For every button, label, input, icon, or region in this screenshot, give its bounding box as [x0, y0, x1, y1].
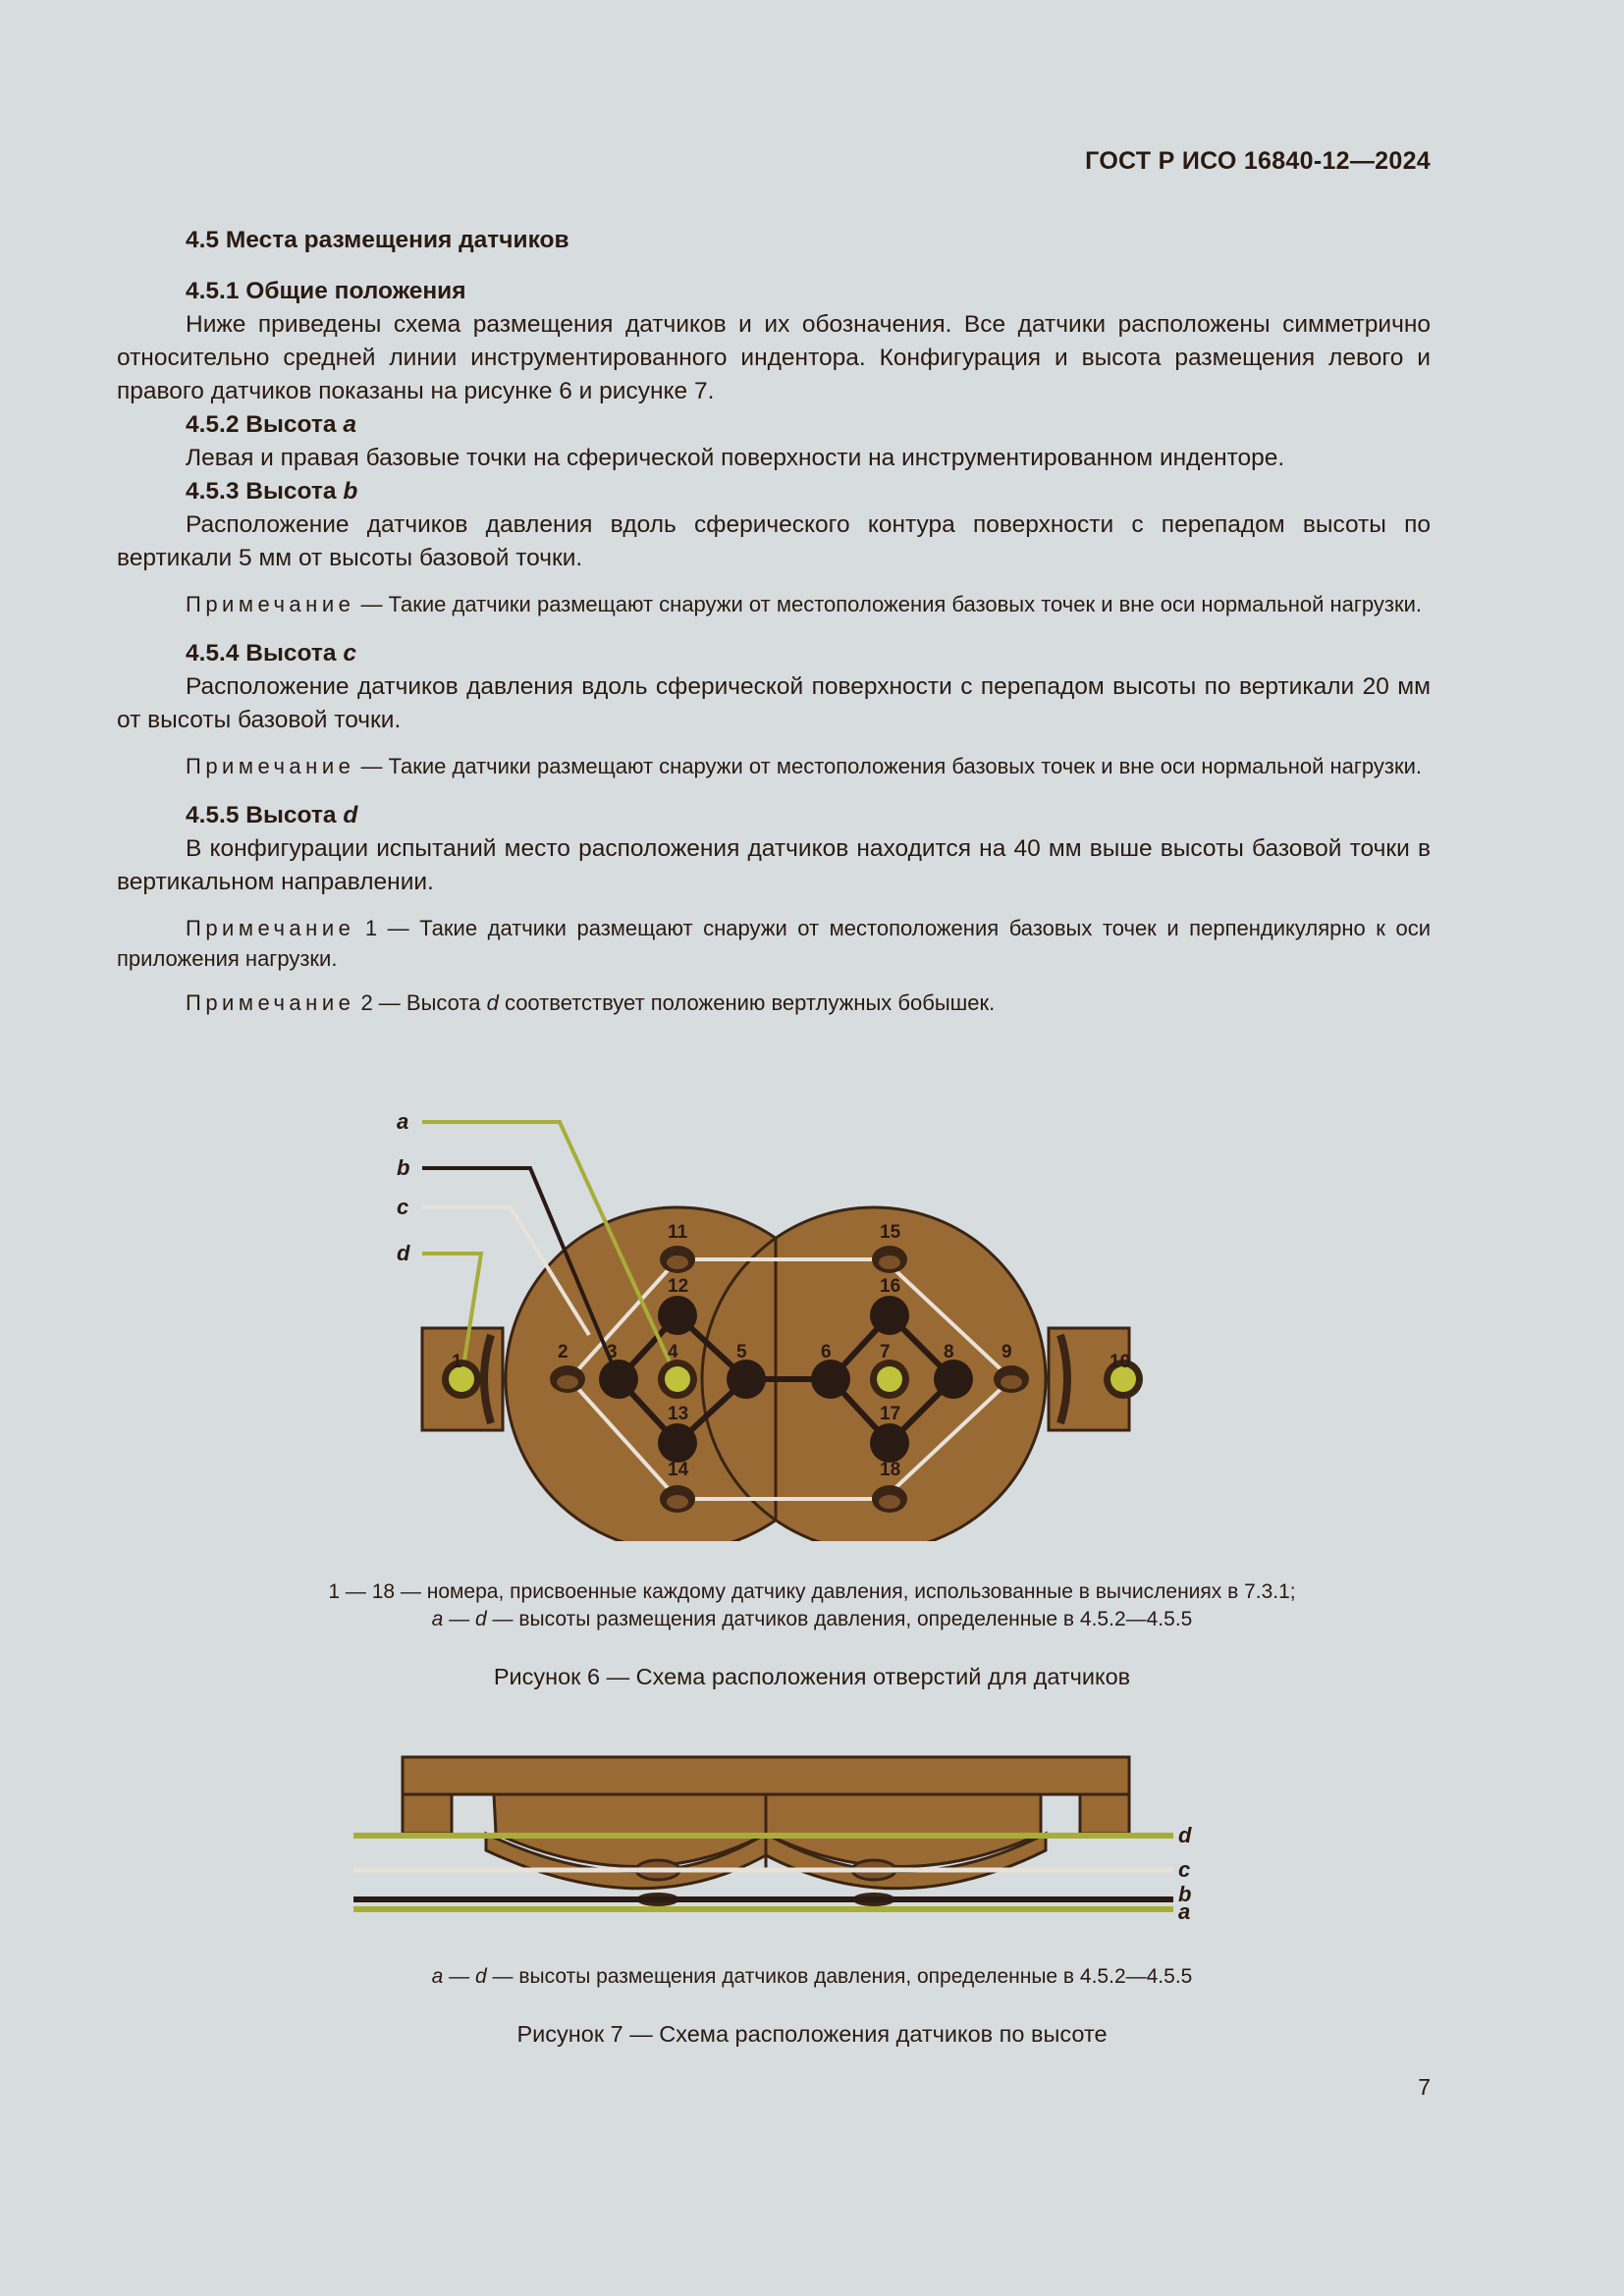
sensor-number-9: 9: [1001, 1342, 1012, 1362]
level-label-a: a: [1178, 1899, 1191, 1924]
sensor-number-4: 4: [668, 1342, 678, 1362]
figure-7-legend: a — d — высоты размещения датчиков давления, определенные в 4.5.2—4.5.5: [431, 1965, 1193, 1988]
sensor-number-3: 3: [607, 1342, 618, 1362]
figure-6-legend-line-2: a — d — высоты размещения датчиков давления, определенные в 4.5.2—4.5.5: [431, 1608, 1193, 1630]
level-label-b: b: [1178, 1882, 1192, 1906]
sensor-number-16: 16: [880, 1276, 901, 1297]
document-code: ГОСТ Р ИСО 16840-12—2024: [1085, 147, 1431, 175]
note-4-5-5-2: Примечание 2 — Высота d соответствует положению вертлужных бобышек.: [186, 990, 996, 1015]
section-body: [117, 224, 1431, 1018]
sensor-number-15: 15: [880, 1222, 901, 1243]
sensor-number-14: 14: [668, 1460, 689, 1480]
note-4-5-5-1: Примечание 1 — Такие датчики размещают снаружи от местоположения базовых точек и перпендикулярно к оси приложения нагрузки.: [117, 916, 1431, 971]
sensor-number-10: 10: [1110, 1352, 1131, 1372]
level-label-d: d: [1178, 1823, 1192, 1847]
sensor-number-5: 5: [736, 1342, 747, 1362]
subsection-title-4-5-1: 4.5.1 Общие положения: [186, 278, 466, 304]
label-d: d: [397, 1241, 410, 1265]
sensor-number-6: 6: [821, 1342, 832, 1362]
level-label-c: c: [1178, 1857, 1191, 1882]
label-a: a: [397, 1109, 409, 1134]
sensor-number-12: 12: [668, 1276, 689, 1297]
subsection-title-4-5-4: 4.5.4 Высота c: [186, 640, 356, 667]
paragraph-4-5-5: В конфигурации испытаний место расположения датчиков находится на 40 мм выше высоты базовой точки в вертикальном направлении.: [117, 835, 1431, 895]
label-c: c: [397, 1195, 409, 1219]
figure-6-title: Рисунок 6 — Схема расположения отверстий для датчиков: [493, 1664, 1131, 1689]
sensor-number-1: 1: [452, 1352, 462, 1372]
sensor-number-7: 7: [880, 1342, 891, 1362]
sensor-number-8: 8: [944, 1342, 954, 1362]
figure-6-legend: [0, 1578, 1624, 1633]
subsection-title-4-5-3: 4.5.3 Высота b: [186, 478, 358, 505]
sensor-number-11: 11: [668, 1222, 688, 1243]
paragraph-4-5-4: Расположение датчиков давления вдоль сферической поверхности с перепадом высоты по вертикали 20 мм от высоты базовой точки.: [117, 673, 1431, 733]
sensor-number-18: 18: [880, 1460, 901, 1480]
subsection-title-4-5-5: 4.5.5 Высота d: [186, 802, 358, 828]
figure-7-title: Рисунок 7 — Схема расположения датчиков по высоте: [516, 2021, 1108, 2047]
figure-7-diagram: [349, 1752, 1232, 1924]
paragraph-4-5-2: Левая и правая базовые точки на сферической поверхности на инструментированном инденторе.: [186, 445, 1285, 471]
subsection-title-4-5-2: 4.5.2 Высота a: [186, 411, 356, 438]
note-4-5-4: Примечание — Такие датчики размещают снаружи от местоположения базовых точек и вне оси нормальной нагрузки.: [186, 754, 1423, 778]
sensor-number-17: 17: [880, 1404, 901, 1424]
section-title: 4.5 Места размещения датчиков: [186, 227, 569, 253]
sensor-number-13: 13: [668, 1404, 689, 1424]
figure-6-diagram: [383, 1090, 1168, 1541]
figure-6-legend-line-1: 1 — 18 — номера, присвоенные каждому датчику давления, использованные в вычислениях в 7.3.1;: [328, 1580, 1296, 1603]
sensor-number-2: 2: [558, 1342, 568, 1362]
sensor-10: [1104, 1352, 1143, 1399]
paragraph-4-5-1: Ниже приведены схема размещения датчиков и их обозначения. Все датчики расположены симметрично относительно средней линии инструментированного индентора. Конфигурация и высота размещения левого и правого датчиков показаны на рисунке 6 и рисунке 7.: [117, 311, 1431, 404]
paragraph-4-5-3: Расположение датчиков давления вдоль сферического контура поверхности с перепадом высоты по вертикали 5 мм от высоты базовой точки.: [117, 511, 1431, 571]
page-number: 7: [1418, 2074, 1431, 2100]
label-b: b: [397, 1155, 410, 1180]
note-4-5-3: Примечание — Такие датчики размещают снаружи от местоположения базовых точек и вне оси нормальной нагрузки.: [186, 592, 1423, 616]
